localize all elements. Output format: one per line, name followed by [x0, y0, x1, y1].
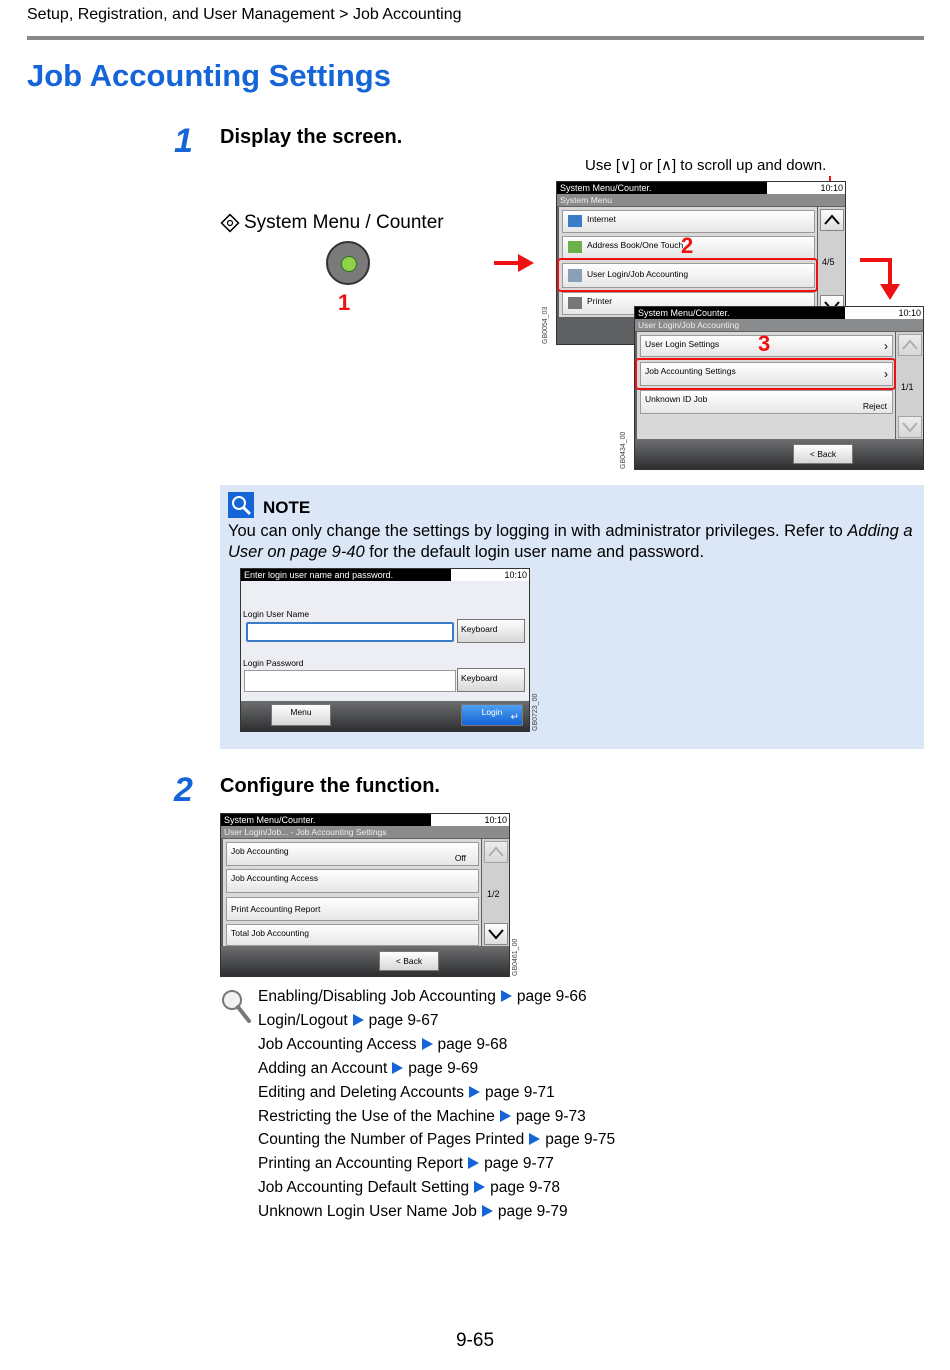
note-reference-link[interactable]: Adding a User on page 9-40	[228, 522, 913, 561]
figure-code-1: GB0054_03	[542, 306, 549, 344]
system-menu-text: System Menu / Counter	[244, 212, 444, 233]
menu-item-job-accounting-settings[interactable]: Job Accounting Settings ›	[640, 362, 893, 386]
enter-icon: ↵	[510, 712, 519, 723]
system-menu-counter-key[interactable]	[326, 241, 370, 285]
address-book-icon	[568, 241, 582, 253]
back-button[interactable]: < Back	[379, 951, 439, 971]
page-title: Job Accounting Settings	[27, 58, 391, 93]
screen-subtitle: System Menu	[557, 194, 846, 206]
menu-item-address-book[interactable]: Address Book/One Touch	[562, 236, 815, 259]
reference-list	[258, 985, 615, 1224]
triangle-right-icon	[501, 990, 512, 1002]
figure-code-2: GB0434_00	[620, 431, 627, 469]
step-1-number: 1	[174, 122, 193, 160]
keyboard-button-user[interactable]: Keyboard	[457, 619, 525, 643]
callout-3: 3	[758, 331, 771, 356]
job-accounting-value: Off	[454, 853, 466, 863]
screen-subtitle: User Login/Job... - Job Accounting Settings	[221, 826, 510, 838]
screen-title: System Menu/Counter.	[557, 182, 767, 194]
triangle-right-icon	[529, 1133, 540, 1145]
triangle-right-icon	[353, 1014, 364, 1026]
login-user-input[interactable]	[246, 622, 454, 642]
scroll-up-button[interactable]	[484, 841, 508, 863]
screen-subtitle: User Login/Job Accounting	[635, 319, 924, 331]
back-button[interactable]: < Back	[793, 444, 853, 464]
screen-time: 10:10	[845, 307, 924, 319]
screen-job-accounting-settings	[220, 813, 510, 977]
login-button[interactable]: Login ↵	[461, 704, 523, 726]
system-menu-icon	[220, 213, 240, 233]
triangle-right-icon	[422, 1038, 433, 1050]
printer-icon	[568, 297, 582, 309]
reference-item[interactable]: Job Accounting Access page 9-68	[258, 1035, 508, 1053]
login-password-label: Login Password	[243, 658, 304, 668]
figure-code-4: GB0461_00	[512, 938, 519, 976]
menu-item-unknown-id-job[interactable]: Unknown ID Job Reject	[640, 390, 893, 414]
callout-1: 1	[338, 290, 351, 315]
menu-item-printer[interactable]: Printer	[562, 292, 815, 315]
screen-login	[240, 568, 530, 732]
reference-item[interactable]: Adding an Account page 9-69	[258, 1059, 479, 1077]
scroll-hint: Use [∨] or [∧] to scroll up and down.	[585, 157, 827, 174]
scroll-down-button[interactable]	[898, 416, 922, 438]
triangle-right-icon	[474, 1181, 485, 1193]
chevron-down-icon	[485, 924, 507, 944]
login-password-input[interactable]	[244, 670, 456, 692]
scroll-up-button[interactable]	[898, 334, 922, 356]
page-indicator: 1/1	[901, 382, 914, 392]
red-arrow-down-icon	[860, 258, 904, 302]
screen-time: 10:10	[767, 182, 846, 194]
chevron-right-icon: ›	[884, 339, 888, 353]
keyboard-button-password[interactable]: Keyboard	[457, 668, 525, 692]
page-indicator: 1/2	[487, 889, 500, 899]
menu-item-user-login[interactable]: User Login/Job Accounting	[562, 263, 815, 288]
menu-item-job-accounting[interactable]: Job Accounting Off	[226, 842, 479, 866]
login-user-label: Login User Name	[243, 609, 310, 619]
chevron-up-icon	[821, 210, 843, 230]
triangle-right-icon	[500, 1110, 511, 1122]
note-text: You can only change the settings by logging in with administrator privileges. Refer to Adding a User on page 9-40 for the default login user name and password.	[228, 522, 913, 561]
triangle-right-icon	[392, 1062, 403, 1074]
page-indicator: 4/5	[822, 257, 835, 267]
screen-title: Enter login user name and password.	[241, 569, 451, 581]
reference-item[interactable]: Job Accounting Default Setting page 9-78	[258, 1179, 560, 1197]
chevron-up-icon	[899, 335, 921, 355]
header-divider	[27, 36, 924, 40]
menu-item-internet[interactable]: Internet	[562, 210, 815, 233]
menu-item-user-login-settings[interactable]: User Login Settings ›	[640, 335, 893, 357]
highlight-job-accounting-settings	[635, 358, 896, 390]
red-arrow-right-icon	[494, 254, 534, 272]
chevron-up-icon	[485, 842, 507, 862]
menu-item-total-job-accounting[interactable]: Total Job Accounting	[226, 924, 479, 946]
callout-2: 2	[681, 233, 694, 258]
step-2-title: Configure the function.	[220, 775, 440, 797]
triangle-right-icon	[468, 1157, 479, 1169]
note-label: NOTE	[263, 498, 311, 517]
reference-item[interactable]: Enabling/Disabling Job Accounting page 9-66	[258, 988, 587, 1005]
breadcrumb: Setup, Registration, and User Management > Job Accounting	[27, 6, 462, 23]
reference-item[interactable]: Counting the Number of Pages Printed page 9-75	[258, 1131, 616, 1149]
screen-title: System Menu/Counter.	[221, 814, 431, 826]
step-1-title: Display the screen.	[220, 126, 403, 148]
figure-code-3: GB0723_00	[532, 693, 539, 731]
scroll-down-button[interactable]	[484, 923, 508, 945]
menu-item-job-accounting-access[interactable]: Job Accounting Access	[226, 869, 479, 893]
menu-button[interactable]: Menu	[271, 704, 331, 726]
reference-item[interactable]: Login/Logout page 9-67	[258, 1011, 439, 1029]
reference-item[interactable]: Restricting the Use of the Machine page 9-73	[258, 1107, 586, 1125]
highlight-user-login	[557, 258, 818, 292]
screen-time: 10:10	[451, 569, 530, 581]
system-menu-label	[220, 212, 444, 234]
menu-item-print-accounting-report[interactable]: Print Accounting Report	[226, 897, 479, 921]
step-2-number: 2	[174, 771, 193, 809]
scroll-up-button[interactable]	[820, 209, 844, 231]
triangle-right-icon	[469, 1086, 480, 1098]
unknown-id-value: Reject	[862, 401, 887, 411]
page-number: 9-65	[455, 1330, 495, 1351]
chevron-down-icon	[899, 417, 921, 437]
internet-icon	[568, 215, 582, 227]
note-icon	[228, 492, 254, 518]
reference-item[interactable]: Editing and Deleting Accounts page 9-71	[258, 1083, 555, 1101]
reference-item[interactable]: Printing an Accounting Report page 9-77	[258, 1155, 554, 1173]
magnifier-reference-icon	[220, 988, 252, 1024]
screen-title: System Menu/Counter.	[635, 307, 845, 319]
reference-item[interactable]: Unknown Login User Name Job page 9-79	[258, 1203, 568, 1221]
triangle-right-icon	[482, 1205, 493, 1217]
chevron-right-icon: ›	[884, 367, 888, 381]
screen-time: 10:10	[431, 814, 510, 826]
